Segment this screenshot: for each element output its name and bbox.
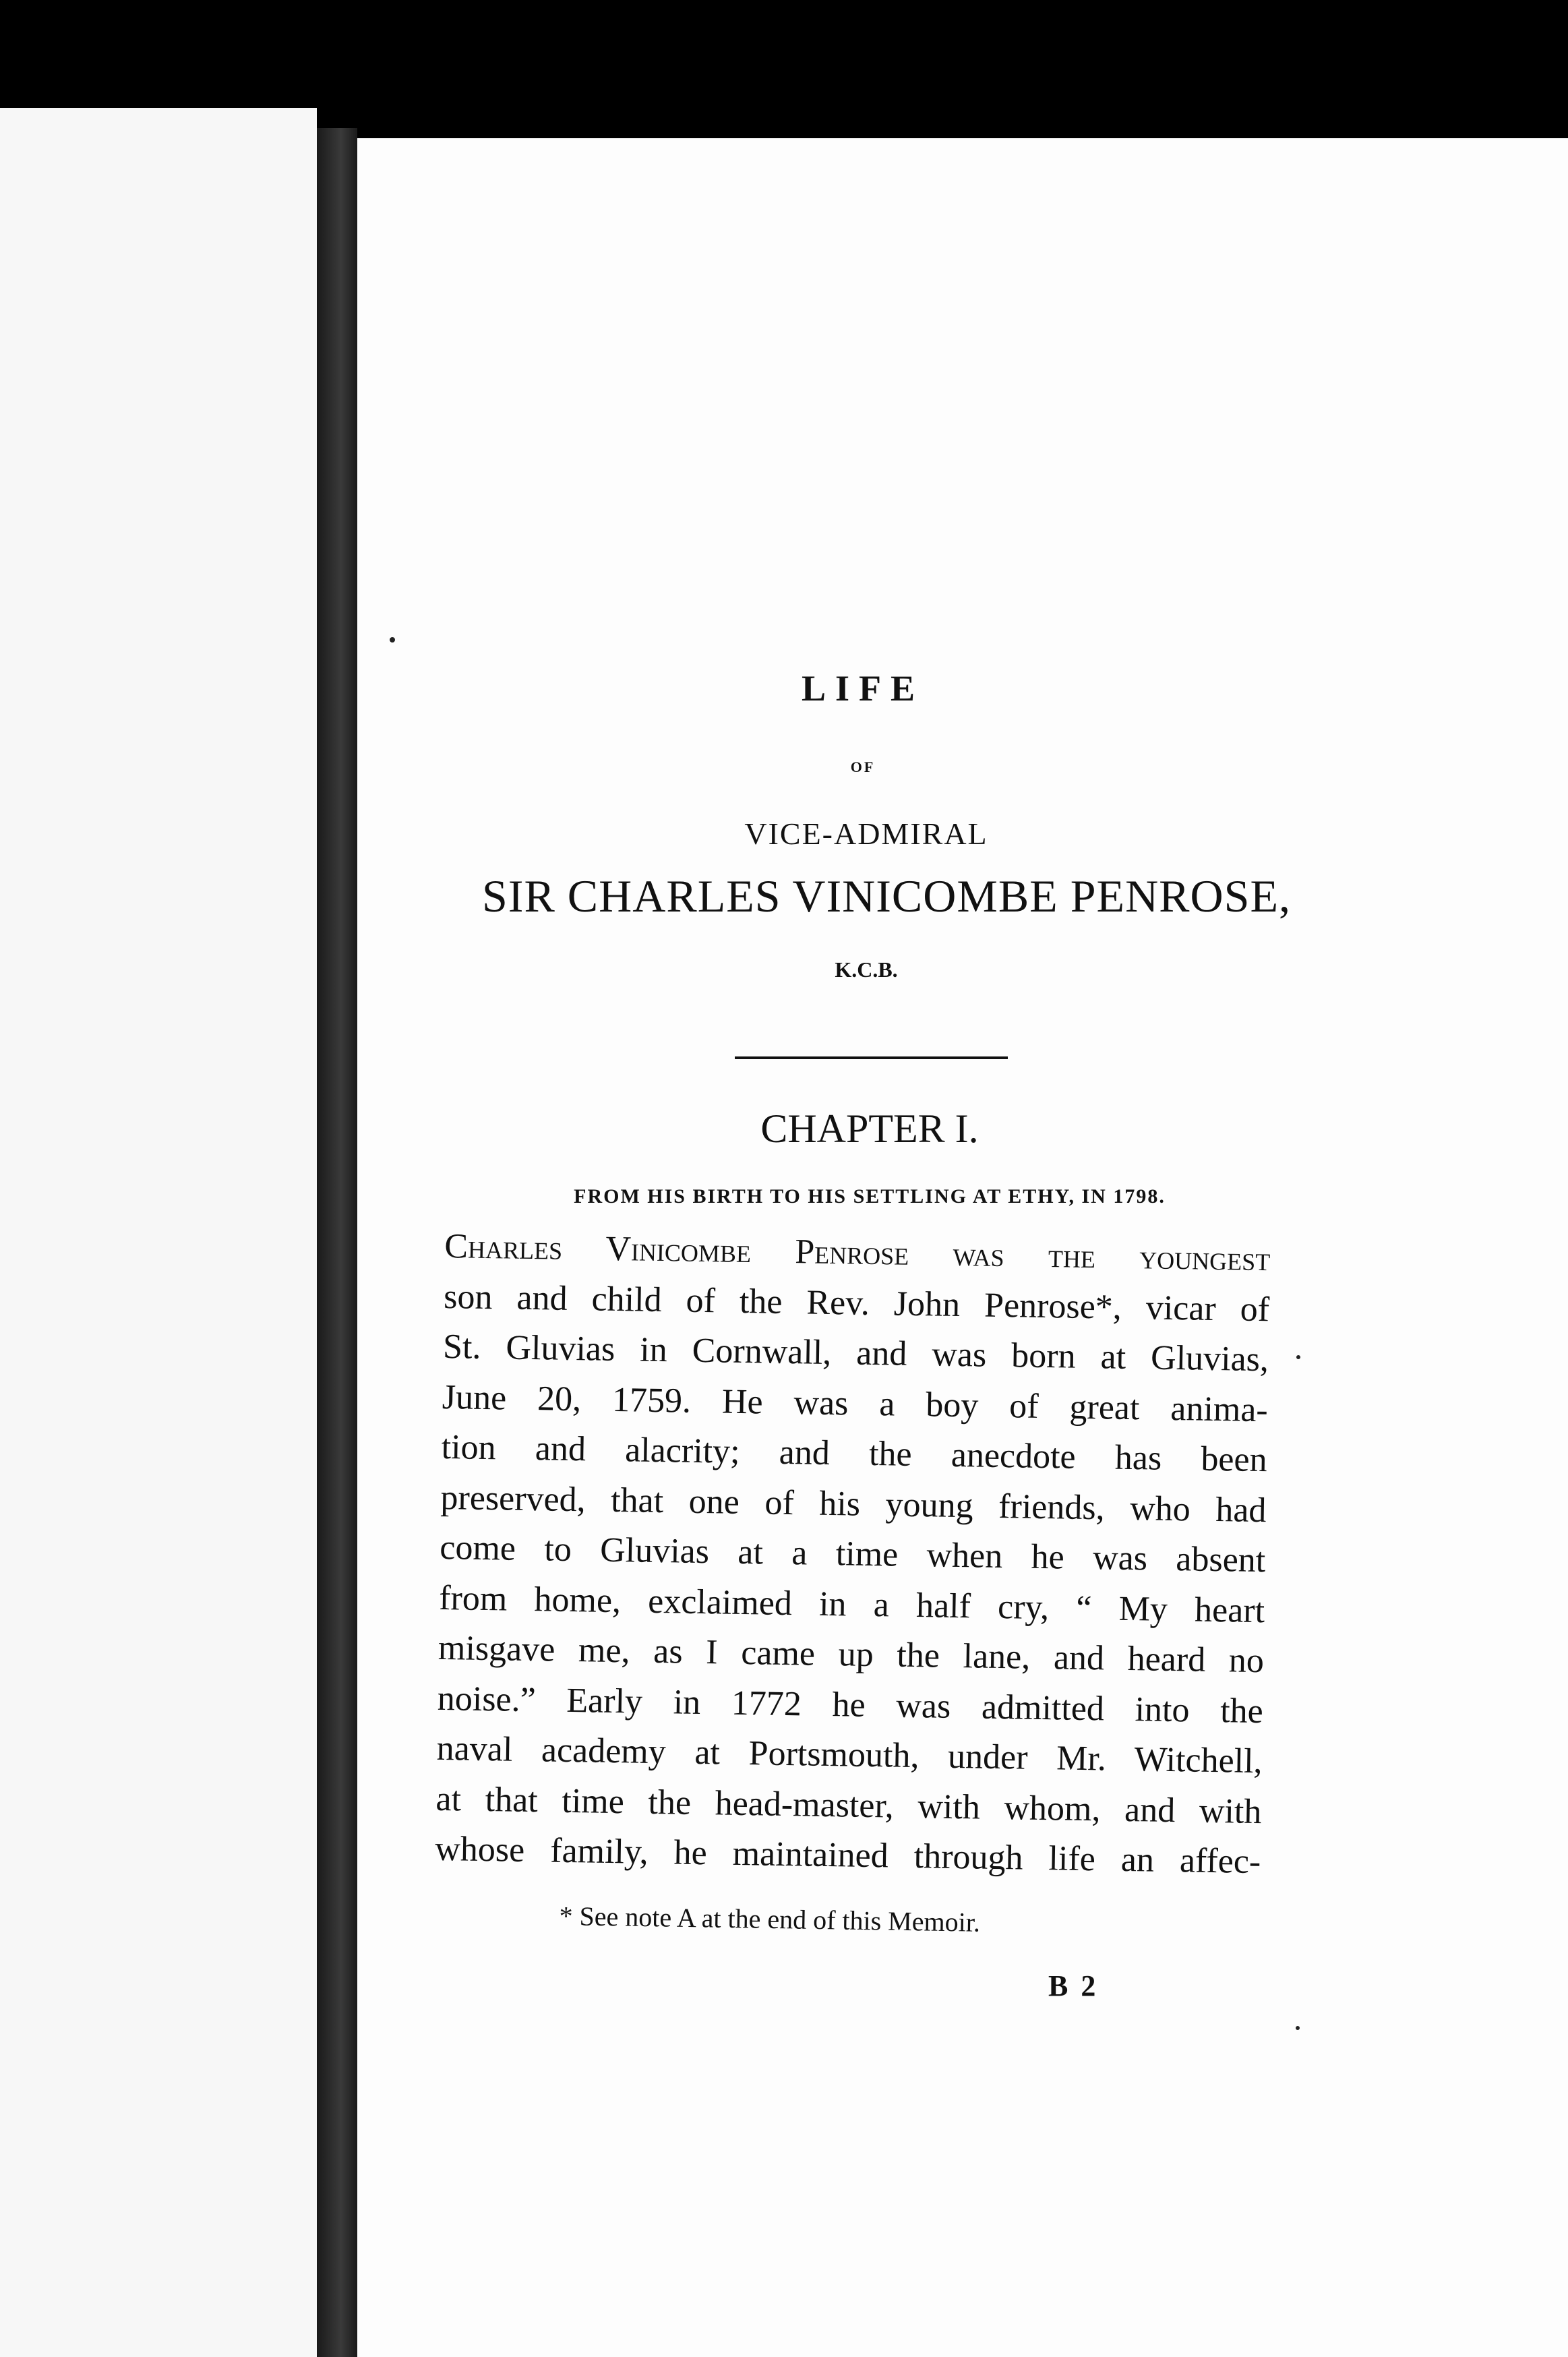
body-line: whose family, he maintained through life an affec- xyxy=(434,1829,1261,1882)
footnote: * See note A at the end of this Memoir. xyxy=(559,1900,981,1938)
body-line: son and child of the Rev. John Penrose*, vicar of xyxy=(443,1277,1270,1329)
title-of: OF xyxy=(850,758,876,775)
body-line: come to Gluvias at a time when he was absent xyxy=(439,1528,1266,1580)
body-line: Charles Vinicombe Penrose was the youngest xyxy=(444,1226,1271,1279)
chapter-subtitle: FROM HIS BIRTH TO HIS SETTLING AT ETHY, IN 1798. xyxy=(574,1185,1166,1207)
title-life: LIFE xyxy=(801,668,925,709)
body-line: June 20, 1759. He was a boy of great anima- xyxy=(442,1377,1269,1429)
body-line: tion and alacrity; and the anecdote has been xyxy=(441,1427,1268,1480)
title-rank: VICE-ADMIRAL xyxy=(744,816,988,851)
body-line: misgave me, as I came up the lane, and heard no xyxy=(438,1628,1265,1681)
scan-speck xyxy=(1296,1355,1300,1359)
body-text xyxy=(435,1222,1271,1888)
body-line: at that time the head-master, with whom, and with xyxy=(435,1779,1262,1831)
title-honour: K.C.B. xyxy=(835,957,898,982)
body-line: St. Gluvias in Cornwall, and was born at Gluvias, xyxy=(442,1327,1269,1379)
scan-speck xyxy=(390,637,395,643)
facing-page-edge xyxy=(0,108,317,2357)
body-line: from home, exclaimed in a half cry, “ My heart xyxy=(438,1578,1265,1630)
body-line: noise.” Early in 1772 he was admitted into the xyxy=(437,1679,1264,1731)
chapter-heading: CHAPTER I. xyxy=(760,1106,979,1151)
body-line: preserved, that one of his young friends, who had xyxy=(440,1478,1267,1530)
body-line: naval academy at Portsmouth, under Mr. Witchell, xyxy=(436,1729,1263,1781)
signature-mark: B 2 xyxy=(1048,1969,1099,2002)
section-rule xyxy=(735,1056,1008,1059)
scan-speck xyxy=(1296,2026,1300,2030)
title-name: SIR CHARLES VINICOMBE PENROSE, xyxy=(481,870,1291,922)
book-gutter xyxy=(317,128,357,2357)
